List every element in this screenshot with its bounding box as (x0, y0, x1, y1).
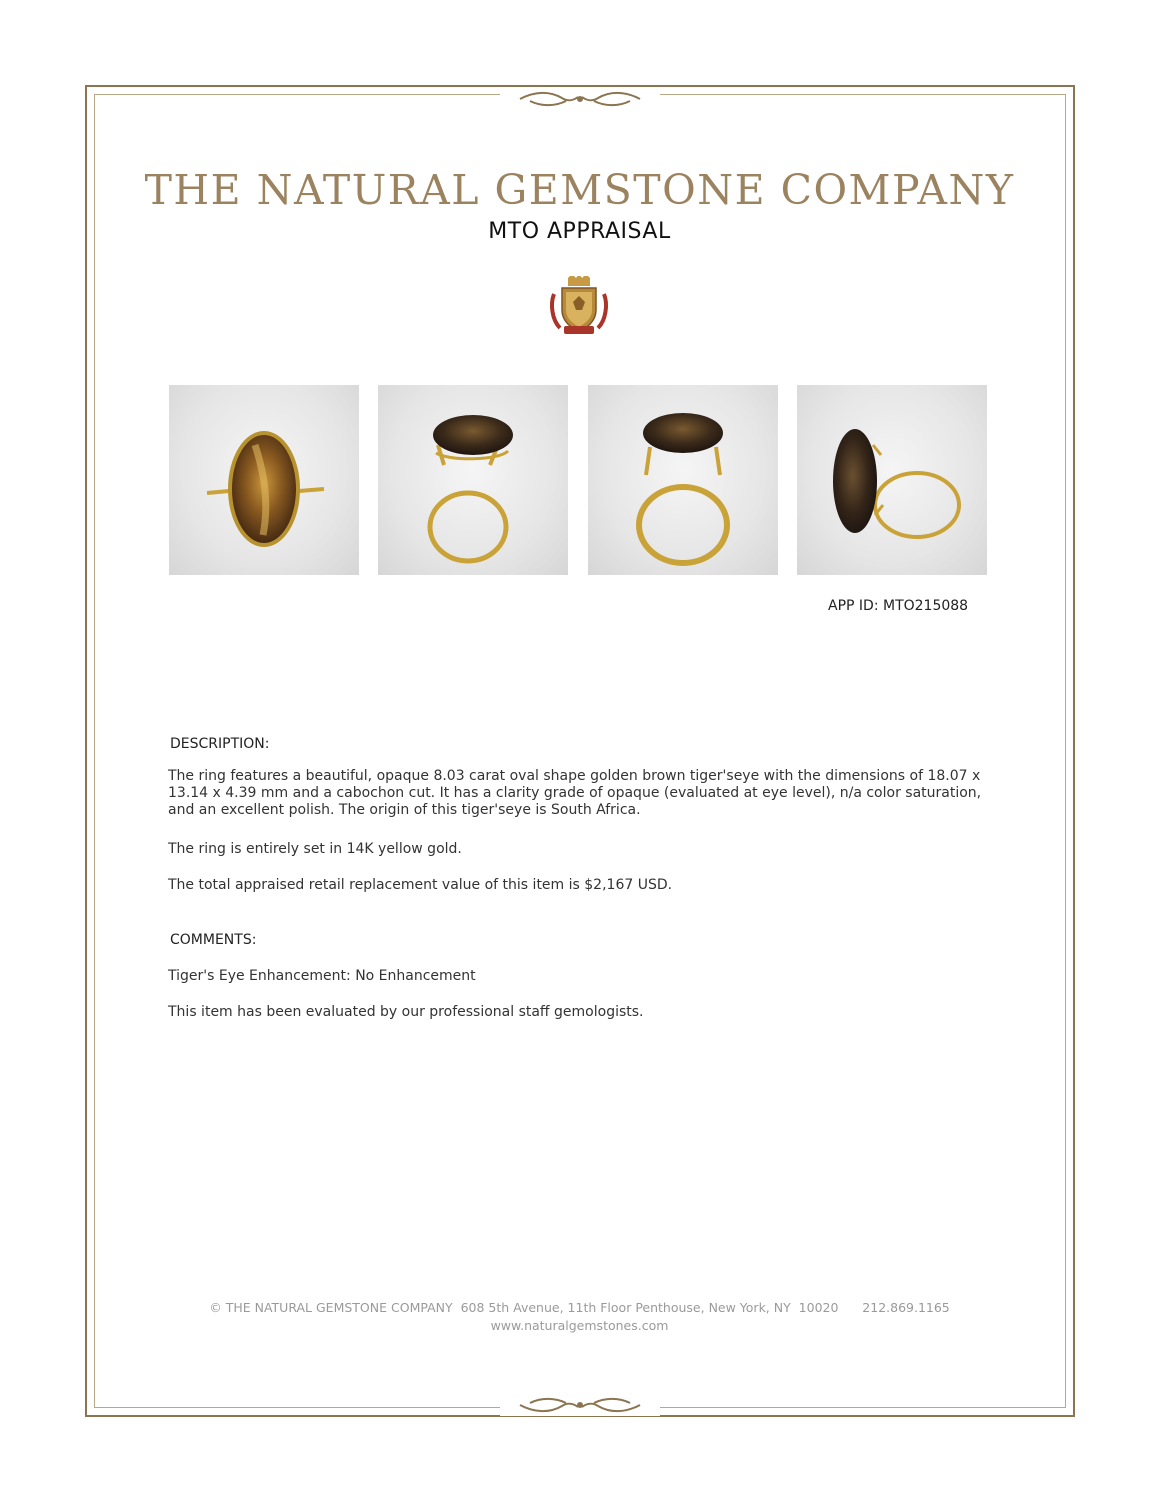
description-paragraph: The ring features a beautiful, opaque 8.03 carat oval shape golden brown tiger'seye with the dimensions of 18.07 x 13.14 x 4.39 mm and a cabochon cut. It has a clarity grade of opaque (evaluated at eye level), n/a color saturation, and an excellent polish. The origin of this tiger'seye is South Africa. (168, 768, 982, 818)
ring-photo-side-left-view (378, 385, 568, 575)
company-title: THE NATURAL GEMSTONE COMPANY (144, 166, 1015, 214)
enhancement-comment: Tiger's Eye Enhancement: No Enhancement (168, 968, 476, 984)
bottom-ornament (500, 1394, 660, 1416)
description-label: DESCRIPTION: (170, 736, 270, 752)
gemologist-comment: This item has been evaluated by our professional staff gemologists. (168, 1004, 644, 1020)
crest-logo (546, 276, 612, 338)
footer-website[interactable]: www.naturalgemstones.com (490, 1318, 669, 1333)
top-ornament (500, 88, 660, 110)
footer-address: © THE NATURAL GEMSTONE COMPANY 608 5th Avenue, 11th Floor Penthouse, New York, NY 10020 212.869.1165 (209, 1300, 950, 1315)
ring-photo-side-right-view (797, 385, 987, 575)
ring-photo-top-view (169, 385, 359, 575)
comments-label: COMMENTS: (170, 932, 257, 948)
ring-photo-front-view (588, 385, 778, 575)
document-type-title: MTO APPRAISAL (488, 219, 671, 244)
metal-paragraph: The ring is entirely set in 14K yellow gold. (168, 841, 462, 857)
value-paragraph: The total appraised retail replacement value of this item is $2,167 USD. (168, 877, 673, 893)
appraisal-id: APP ID: MTO215088 (828, 598, 969, 614)
